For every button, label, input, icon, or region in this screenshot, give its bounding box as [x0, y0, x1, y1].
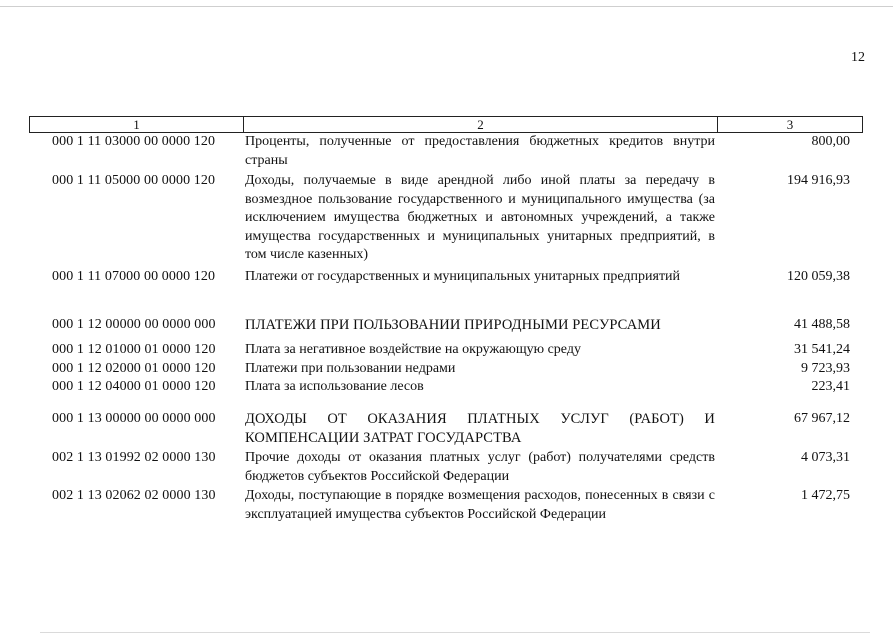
header-col-1: 1 — [30, 117, 244, 132]
row-description: Плата за негативное воздействие на окружающую среду — [245, 342, 581, 357]
row-amount: 194 916,93 — [787, 173, 850, 188]
row-amount: 4 073,31 — [801, 450, 850, 465]
row-amount: 31 541,24 — [794, 342, 850, 357]
row-description: Проценты, полученные от предоставления бюджетных кредитов внутри страны — [245, 134, 715, 168]
budget-code: 002 1 13 01992 02 0000 130 — [52, 450, 216, 465]
row-amount: 9 723,93 — [801, 361, 850, 376]
row-description: Плата за использование лесов — [245, 379, 424, 394]
row-description: Платежи при пользовании недрами — [245, 361, 456, 376]
budget-code: 000 1 12 00000 00 0000 000 — [52, 317, 216, 332]
row-amount: 1 472,75 — [801, 488, 850, 503]
row-description: Доходы, поступающие в порядке возмещения расходов, понесенных в связи с эксплуатацией имущества субъектов Российской Федерации — [245, 488, 715, 522]
budget-code: 000 1 12 02000 01 0000 120 — [52, 361, 216, 376]
row-amount: 67 967,12 — [794, 411, 850, 426]
row-amount: 120 059,38 — [787, 269, 850, 284]
budget-code: 000 1 12 04000 01 0000 120 — [52, 379, 216, 394]
budget-code: 000 1 11 07000 00 0000 120 — [52, 269, 216, 284]
header-col-2: 2 — [244, 117, 718, 132]
budget-code: 000 1 11 05000 00 0000 120 — [52, 173, 216, 188]
budget-code: 000 1 12 01000 01 0000 120 — [52, 342, 216, 357]
scan-edge-bottom — [40, 632, 870, 633]
section-title: ДОХОДЫ ОТ ОКАЗАНИЯ ПЛАТНЫХ УСЛУГ (РАБОТ) И КОМПЕНСАЦИИ ЗАТРАТ ГОСУДАРСТВА — [245, 411, 715, 446]
budget-code: 002 1 13 02062 02 0000 130 — [52, 488, 216, 503]
row-amount: 223,41 — [811, 379, 850, 394]
section-title: ПЛАТЕЖИ ПРИ ПОЛЬЗОВАНИИ ПРИРОДНЫМИ РЕСУРСАМИ — [245, 317, 661, 333]
budget-code: 000 1 13 00000 00 0000 000 — [52, 411, 216, 426]
row-description: Доходы, получаемые в виде арендной либо иной платы за передачу в возмездное пользование государственного и муниципального имущества (за исключением имущества бюджетных и автономных учреждений, а также имущества государственных и муниципальных унитарных предприятий, в том числе казенных) — [245, 173, 715, 262]
page-number: 12 — [851, 50, 865, 65]
row-amount: 41 488,58 — [794, 317, 850, 332]
budget-code: 000 1 11 03000 00 0000 120 — [52, 134, 216, 149]
row-amount: 800,00 — [811, 134, 850, 149]
header-col-3: 3 — [786, 117, 794, 132]
row-description: Платежи от государственных и муниципальных унитарных предприятий — [245, 269, 681, 284]
row-description: Прочие доходы от оказания платных услуг (работ) получателями средств бюджетов субъектов Российской Федерации — [245, 450, 715, 484]
scan-edge-top — [0, 6, 893, 7]
table-header — [29, 116, 863, 133]
